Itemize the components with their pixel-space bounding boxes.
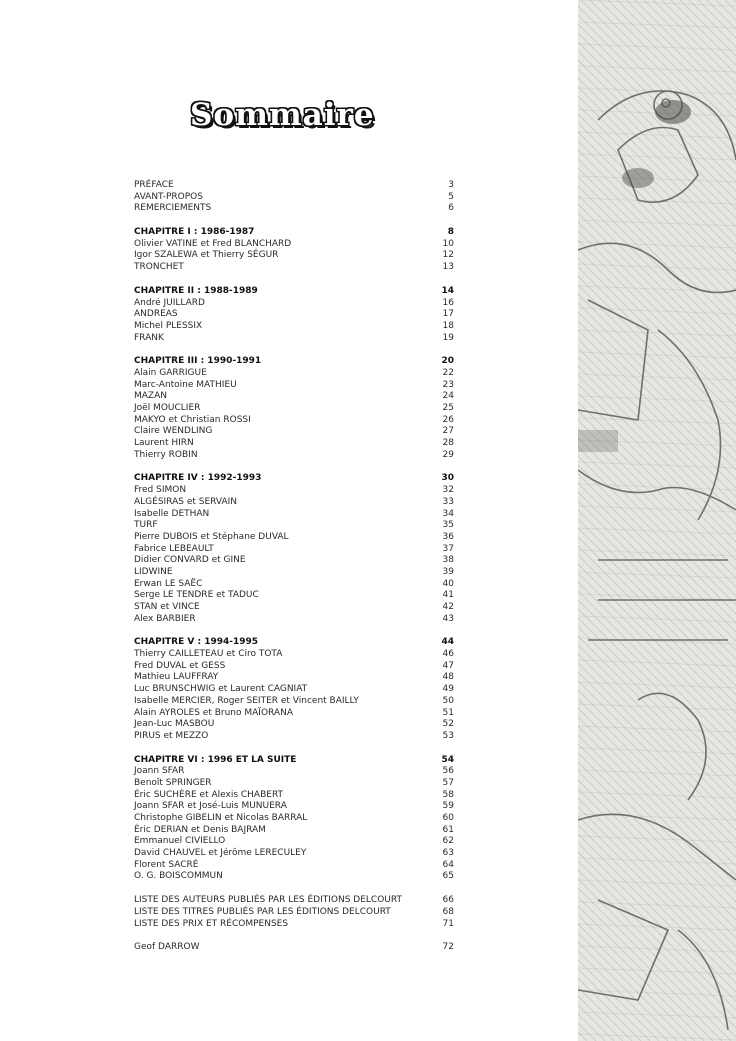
- toc-entry-page: 38: [442, 555, 454, 566]
- toc-entry-label: Claire WENDLING: [134, 426, 213, 437]
- toc-entry-label: Thierry ROBIN: [134, 449, 198, 460]
- toc-entry-label: Éric SUCHÈRE et Alexis CHABERT: [134, 789, 284, 800]
- toc-entry-label: LISTE DES AUTEURS PUBLIÉS PAR LES ÉDITIONS DELCOURT: [134, 895, 402, 906]
- toc-entry-label: Fred DUVAL et GESS: [134, 660, 226, 671]
- toc-entry-page: 49: [442, 684, 454, 695]
- toc-entry-page: 19: [442, 332, 454, 343]
- toc-entry-label: LISTE DES PRIX ET RÉCOMPENSES: [134, 918, 289, 929]
- toc-entry-label: LISTE DES TITRES PUBLIÉS PAR LES ÉDITIONS DELCOURT: [134, 906, 391, 917]
- toc-entry: [134, 907, 454, 919]
- toc-entry-page: 26: [442, 414, 454, 425]
- toc-entry-label: Joann SFAR et José-Luis MUNUERA: [134, 801, 287, 812]
- chapter-section: [134, 637, 454, 742]
- toc-entry-label: Olivier VATINE et Fred BLANCHARD: [134, 238, 292, 249]
- toc-entry-label: STAN et VINCE: [134, 602, 200, 612]
- toc-entry-page: 10: [442, 238, 454, 249]
- toc-entry: [134, 860, 454, 872]
- toc-entry: [134, 333, 454, 345]
- toc-entry-label: Erwan LE SAËC: [134, 578, 203, 589]
- toc-entry-label: Pierre DUBOIS et Stéphane DUVAL: [134, 531, 289, 542]
- toc-entry-label: ANDREAS: [134, 309, 178, 320]
- toc-entry-page: 51: [442, 707, 454, 718]
- toc-entry: [134, 778, 454, 790]
- chapter-title: CHAPITRE VI : 1996 ET LA SUITE: [134, 754, 297, 765]
- toc-entry: [134, 790, 454, 802]
- toc-entry: [134, 825, 454, 837]
- chapter-section: [134, 227, 454, 274]
- toc-entry-label: PIRUS et MEZZO: [134, 730, 209, 741]
- toc-entry: [134, 836, 454, 848]
- toc-entry-page: 33: [442, 496, 454, 507]
- toc-entry-page: 36: [442, 531, 454, 542]
- toc-entry-page: 13: [442, 262, 454, 273]
- toc-entry: [134, 848, 454, 860]
- toc-entry-label: Thierry CAILLETEAU et Ciro TOTA: [134, 649, 283, 660]
- toc-entry: [134, 309, 454, 321]
- toc-entry: [134, 766, 454, 778]
- toc-entry-label: Isabelle MERCIER, Roger SEITER et Vincent BAILLY: [134, 695, 359, 706]
- toc-entry: [134, 250, 454, 262]
- toc-entry-page: 50: [442, 695, 454, 706]
- toc-entry: [134, 813, 454, 825]
- toc-entry-page: 43: [442, 613, 454, 624]
- toc-entry-page: 56: [442, 766, 454, 777]
- toc-entry-page: 6: [448, 203, 454, 214]
- chapter-heading: [134, 227, 454, 239]
- chapter-page: 44: [441, 637, 454, 648]
- chapter-heading: [134, 286, 454, 298]
- toc-entry: [134, 649, 454, 661]
- toc-entry-label: Didier CONVARD et GINE: [134, 555, 246, 566]
- toc-entry-page: 72: [442, 942, 454, 953]
- toc-entry-label: David CHAUVEL et Jérôme LERECULEY: [134, 848, 307, 859]
- chapter-section: [134, 356, 454, 461]
- toc-entry-label: AVANT-PROPOS: [134, 191, 203, 202]
- chapter-title: CHAPITRE III : 1990-1991: [134, 356, 262, 367]
- toc-entry: [134, 590, 454, 602]
- toc-entry: [134, 262, 454, 274]
- toc-entry-label: Alex BARBIER: [134, 613, 196, 624]
- toc-entry-page: 64: [442, 859, 454, 870]
- chapter-section: [134, 473, 454, 625]
- toc-entry: [134, 801, 454, 813]
- toc-entry: [134, 532, 454, 544]
- toc-entry-label: REMERCIEMENTS: [134, 203, 212, 214]
- toc-entry-page: 59: [442, 801, 454, 812]
- toc-entry: [134, 485, 454, 497]
- toc-entry-label: Marc-Antoine MATHIEU: [134, 379, 237, 390]
- chapter-heading: [134, 356, 454, 368]
- toc-entry: [134, 368, 454, 380]
- comic-illustration: [578, 0, 736, 1041]
- toc-entry-label: Jean-Luc MASBOU: [134, 719, 215, 730]
- toc-entry-label: MAZAN: [134, 391, 167, 402]
- toc-entry: [134, 520, 454, 532]
- page-title: Sommaire: [190, 97, 375, 133]
- toc-entry-page: 3: [448, 180, 454, 190]
- toc-entry-page: 41: [442, 590, 454, 601]
- toc-entry-page: 52: [442, 719, 454, 730]
- toc-entry: [134, 895, 454, 907]
- chapter-section: [134, 286, 454, 344]
- toc-entry: [134, 602, 454, 614]
- toc-entry-page: 40: [442, 578, 454, 589]
- toc-entry-page: 32: [442, 485, 454, 496]
- chapter-heading: [134, 755, 454, 767]
- toc-entry-label: Fabrice LEBEAULT: [134, 543, 214, 554]
- chapter-title: CHAPITRE II : 1988-1989: [134, 285, 258, 296]
- toc-entry-label: MAKYO et Christian ROSSI: [134, 414, 251, 425]
- toc-entry-page: 60: [442, 813, 454, 823]
- illustration-panel: [578, 0, 736, 1041]
- toc-entry-label: Michel PLESSIX: [134, 320, 203, 331]
- toc-entry-label: FRANK: [134, 332, 164, 343]
- toc-entry-page: 66: [442, 895, 454, 906]
- toc-entry-page: 63: [442, 848, 454, 859]
- toc-entry: [134, 919, 454, 931]
- toc-entry: [134, 391, 454, 403]
- chapter-title: CHAPITRE I : 1986-1987: [134, 227, 255, 238]
- toc-entry: [134, 719, 454, 731]
- toc-entry: [134, 672, 454, 684]
- toc-entry: [134, 403, 454, 415]
- chapter-page: 8: [447, 227, 454, 238]
- toc-entry-page: 29: [442, 449, 454, 460]
- chapter-page: 30: [441, 473, 454, 484]
- toc-entry: [134, 298, 454, 310]
- chapter-heading: [134, 473, 454, 485]
- toc-entry-label: Benoît SPRINGER: [134, 777, 212, 788]
- toc-entry-label: Emmanuel CIVIELLO: [134, 836, 226, 847]
- toc-entry-page: 46: [442, 649, 454, 660]
- toc-entry-page: 27: [442, 426, 454, 437]
- appendix-lists: [134, 895, 454, 930]
- toc-entry-label: Geof DARROW: [134, 942, 200, 953]
- toc-entry: [134, 321, 454, 333]
- toc-entry: [134, 239, 454, 251]
- toc-entry-label: Igor SZALEWA et Thierry SÉGUR: [134, 250, 279, 261]
- toc-entry-label: André JUILLARD: [134, 297, 205, 308]
- toc-entry-page: 16: [442, 297, 454, 308]
- toc-entry-label: Luc BRUNSCHWIG et Laurent CAGNIAT: [134, 684, 308, 695]
- closing-entry: [134, 942, 454, 954]
- toc-entry: [134, 426, 454, 438]
- toc-entry-page: 68: [442, 906, 454, 917]
- toc-entry-page: 58: [442, 789, 454, 800]
- toc-entry: [134, 731, 454, 743]
- toc-entry: [134, 696, 454, 708]
- toc-entry-label: Serge LE TENDRE et TADUC: [134, 590, 259, 601]
- toc-entry-label: Joann SFAR: [134, 766, 185, 777]
- toc-entry: [134, 180, 454, 192]
- toc-entry-page: 61: [442, 824, 454, 835]
- toc-entry-label: Éric DERIAN et Denis BAJRAM: [134, 824, 266, 835]
- toc-entry-page: 5: [448, 191, 454, 202]
- toc-entry-page: 37: [442, 543, 454, 554]
- toc-entry: [134, 579, 454, 591]
- toc-entry-label: Laurent HIRN: [134, 438, 194, 449]
- toc-entry: [134, 203, 454, 215]
- toc-entry-page: 23: [442, 379, 454, 390]
- toc-entry-page: 42: [442, 602, 454, 612]
- toc-entry-label: Florent SACRÉ: [134, 859, 199, 870]
- front-matter: [134, 180, 454, 215]
- toc-entry-label: Isabelle DETHAN: [134, 508, 210, 519]
- toc-entry: [134, 450, 454, 462]
- toc-entry: [134, 544, 454, 556]
- toc-entry-label: PRÉFACE: [134, 180, 174, 190]
- toc-entry-page: 53: [442, 730, 454, 741]
- toc-entry-page: 25: [442, 403, 454, 413]
- toc-entry: [134, 708, 454, 720]
- toc-entry-page: 22: [442, 367, 454, 378]
- toc-entry-label: O. G. BOISCOMMUN: [134, 871, 223, 882]
- toc-entry: [134, 555, 454, 567]
- table-of-contents: [134, 180, 454, 954]
- toc-entry-page: 65: [442, 871, 454, 882]
- chapter-page: 54: [441, 754, 454, 765]
- toc-entry-label: ALGÉSIRAS et SERVAIN: [134, 496, 238, 507]
- chapter-heading: [134, 637, 454, 649]
- toc-entry-label: Fred SIMON: [134, 485, 187, 496]
- toc-entry: [134, 684, 454, 696]
- toc-entry-page: 71: [442, 918, 454, 929]
- toc-entry-page: 47: [442, 660, 454, 671]
- toc-entry-page: 24: [442, 391, 454, 402]
- toc-entry-label: Alain AYROLES et Bruno MAÏORANA: [134, 707, 293, 718]
- toc-entry-label: TURF: [134, 520, 158, 531]
- toc-entry-page: 18: [442, 320, 454, 331]
- toc-entry: [134, 192, 454, 204]
- toc-entry-page: 12: [442, 250, 454, 261]
- toc-entry: [134, 567, 454, 579]
- toc-entry: [134, 661, 454, 673]
- toc-entry-label: Christophe GIBELIN et Nicolas BARRAL: [134, 813, 308, 823]
- toc-entry-label: Joël MOUCLIER: [134, 403, 201, 413]
- toc-entry: [134, 415, 454, 427]
- chapter-title: CHAPITRE V : 1994-1995: [134, 637, 259, 648]
- toc-entry-label: Alain GARRIGUE: [134, 367, 207, 378]
- toc-entry-label: LIDWINE: [134, 566, 173, 577]
- toc-entry-page: 39: [442, 566, 454, 577]
- toc-entry-page: 62: [442, 836, 454, 847]
- toc-entry-label: TRONCHET: [134, 262, 184, 273]
- chapter-title: CHAPITRE IV : 1992-1993: [134, 473, 262, 484]
- toc-entry-page: 17: [442, 309, 454, 320]
- toc-entry-page: 35: [442, 520, 454, 531]
- toc-entry: [134, 871, 454, 883]
- toc-entry-page: 48: [442, 672, 454, 683]
- chapter-page: 20: [441, 356, 454, 367]
- toc-entry-page: 34: [442, 508, 454, 519]
- toc-entry-page: 57: [442, 777, 454, 788]
- toc-entry-page: 28: [442, 438, 454, 449]
- chapter-section: [134, 755, 454, 884]
- toc-entry: [134, 509, 454, 521]
- toc-entry: [134, 497, 454, 509]
- chapter-page: 14: [441, 285, 454, 296]
- toc-entry: [134, 438, 454, 450]
- toc-entry-label: Mathieu LAUFFRAY: [134, 672, 219, 683]
- toc-entry: [134, 614, 454, 626]
- toc-entry: [134, 380, 454, 392]
